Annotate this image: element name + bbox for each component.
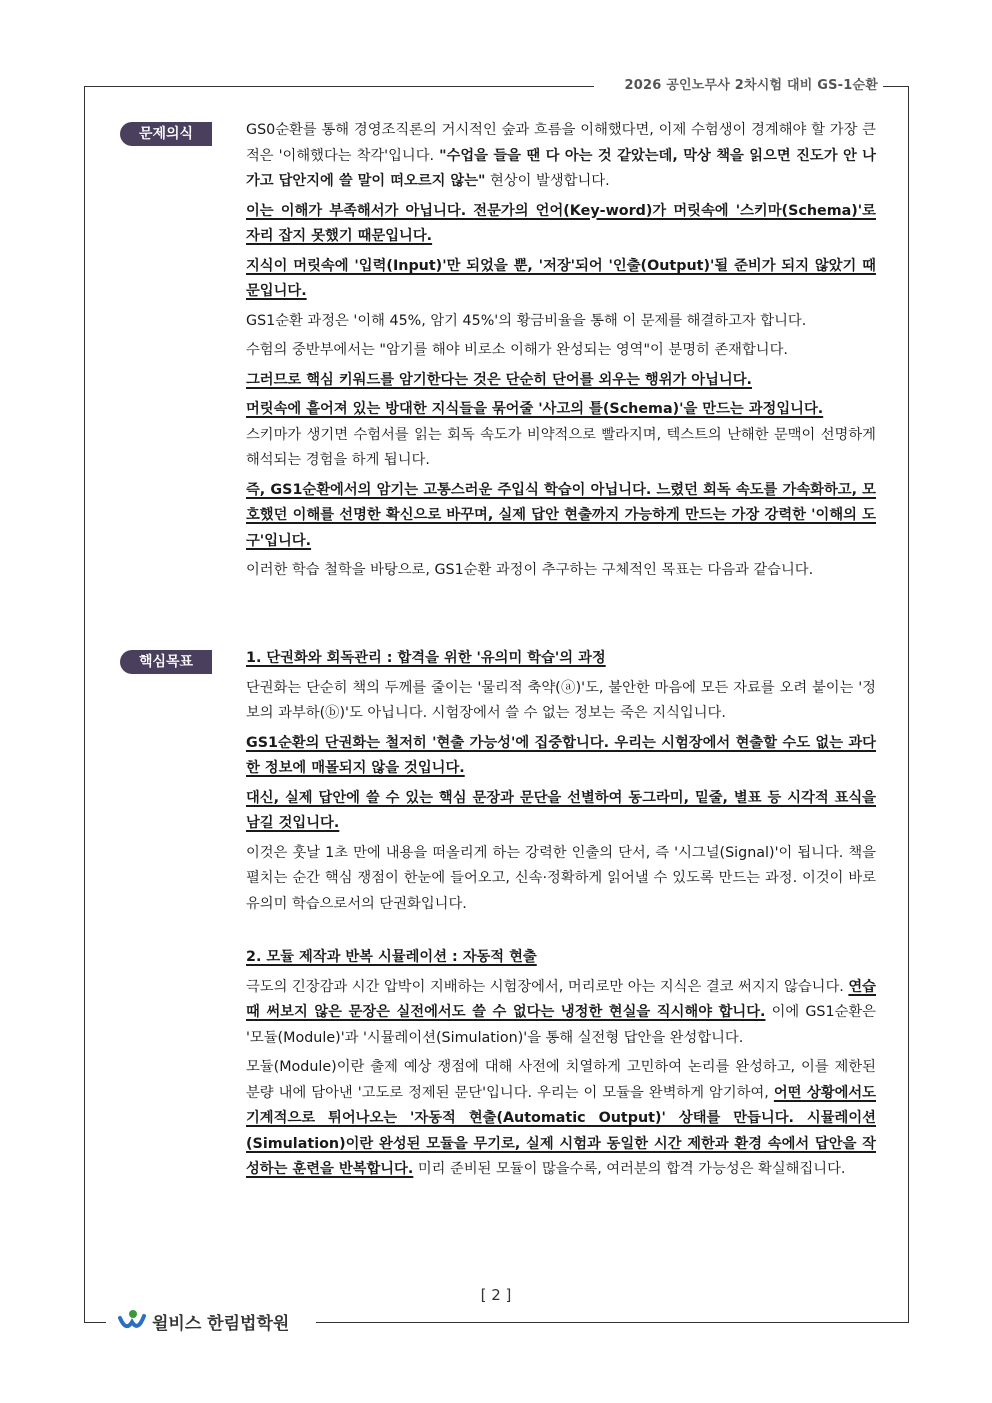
paragraph: GS1순환 과정은 '이해 45%, 암기 45%'의 황금비율을 통해 이 문제를 해결하고자 합니다.: [246, 312, 807, 329]
paragraph: 단권화는 단순히 책의 두께를 줄이는 '물리적 축약(ⓐ)'도, 불안한 마음에 모든 자료를 오려 붙이는 '정보의 과부하(ⓑ)'도 아닙니다. 시험장에서 쓸 수 없는 정보는 죽은 지식입니다.: [246, 679, 876, 721]
paragraph: 지식이 머릿속에 '입력(Input)'만 되었을 뿐, '저장'되어 '인출(Output)'될 준비가 되지 않았기 때문입니다.: [246, 257, 876, 299]
frame-top-line: [84, 86, 594, 87]
paragraph: 극도의 긴장감과 시간 압박이 지배하는 시험장에서, 머리로만 아는 지식은 결코 써지지 않습니다. 연습 때 써보지 않은 문장은 실전에서도 쓸 수 없다는 냉정한 현실을 직시해야 합니다. 이에 GS1순환은 '모듈(Module)'과 '시뮬레이션(Simulation)'을 통해 실전형 답안을 완성합니다.: [246, 978, 876, 1046]
frame-bottom-right-line: [316, 1322, 909, 1323]
paragraph: 즉, GS1순환에서의 암기는 고통스러운 주입식 학습이 아닙니다. 느렸던 회독 속도를 가속화하고, 모호했던 이해를 선명한 확신으로 바꾸며, 실제 답안 현출까지 가능하게 만드는 가장 강력한 '이해의 도구'입니다.: [246, 481, 876, 549]
header-title: 2026 공인노무사 2차시험 대비 GS-1순환: [624, 78, 878, 93]
section-heading-2: 2. 모듈 제작과 반복 시뮬레이션 : 자동적 현출: [246, 949, 537, 965]
paragraph: 대신, 실제 답안에 쓸 수 있는 핵심 문장과 문단을 선별하여 동그라미, 밑줄, 별표 등 시각적 표식을 남길 것입니다.: [246, 789, 876, 831]
frame-left-line: [84, 86, 85, 1322]
page-number: [ 2 ]: [480, 1286, 512, 1304]
section-core-goals: [246, 646, 876, 1187]
paragraph: 이것은 훗날 1초 만에 내용을 떠올리게 하는 강력한 인출의 단서, 즉 '시그널(Signal)'이 됩니다. 책을 펼치는 순간 핵심 쟁점이 한눈에 들어오고, 신속·정확하게 읽어낼 수 있도록 만드는 과정. 이것이 바로 유의미 학습으로서의 단권화입니다.: [246, 844, 876, 912]
paragraph: 이는 이해가 부족해서가 아닙니다. 전문가의 언어(Key-word)가 머릿속에 '스키마(Schema)'로 자리 잡지 못했기 때문입니다.: [246, 202, 876, 244]
paragraph: 이러한 학습 철학을 바탕으로, GS1순환 과정이 추구하는 구체적인 목표는 다음과 같습니다.: [246, 562, 814, 578]
section-problem-awareness: [246, 118, 876, 588]
willbes-logo-icon: [116, 1308, 148, 1334]
paragraph: GS1순환의 단권화는 철저히 '현출 가능성'에 집중합니다. 우리는 시험장에서 현출할 수도 없는 과다한 정보에 매몰되지 않을 것입니다.: [246, 734, 876, 776]
paragraph: 수험의 중반부에서는 "암기를 해야 비로소 이해가 완성되는 영역"이 분명히 존재합니다.: [246, 342, 788, 358]
frame-bottom-left-line: [84, 1322, 106, 1323]
paragraph: 머릿속에 흩어져 있는 방대한 지식들을 묶어줄 '사고의 틀(Schema)'을 만드는 과정입니다. 스키마가 생기면 수험서를 읽는 회독 속도가 비약적으로 빨라지며, 텍스트의 난해한 문맥이 선명하게 해석되는 경험을 하게 됩니다.: [246, 401, 876, 468]
paragraph: 그러므로 핵심 키워드를 암기한다는 것은 단순히 단어를 외우는 행위가 아닙니다.: [246, 371, 752, 388]
frame-right-line: [908, 86, 909, 1322]
footer-logo: [116, 1308, 289, 1334]
badge-problem-awareness: 문제의식: [120, 122, 212, 146]
section-heading-1: 1. 단권화와 회독관리 : 합격을 위한 '유의미 학습'의 과정: [246, 650, 606, 666]
paragraph: GS0순환를 통해 경영조직론의 거시적인 숲과 흐름을 이해했다면, 이제 수험생이 경계해야 할 가장 큰 적은 '이해했다는 착각'입니다. "수업을 들을 땐 다 아는 것 같았는데, 막상 책을 읽으면 진도가 안 나가고 답안지에 쓸 말이 떠오르지 않는" 현상이 발생합니다.: [246, 122, 876, 189]
logo-text: 윌비스 한림법학원: [152, 1313, 290, 1334]
frame-top-right-line: [883, 86, 909, 87]
paragraph: 모듈(Module)이란 출제 예상 쟁점에 대해 사전에 치열하게 고민하여 논리를 완성하고, 이를 제한된 분량 내에 담아낸 '고도로 정제된 문단'입니다. 우리는 이 모듈을 완벽하게 암기하여, 어떤 상황에서도 기계적으로 튀어나오는 '자동적 현출(Automatic Output)' 상태를 만듭니다. 시뮬레이션(Simulation)이란 완성된 모듈을 무기로, 실제 시험과 동일한 시간 제한과 환경 속에서 답안을 작성하는 훈련을 반복합니다. 미리 준비된 모듈이 많을수록, 여러분의 합격 가능성은 확실해집니다.: [246, 1059, 876, 1177]
badge-core-goals: 핵심목표: [120, 650, 212, 674]
